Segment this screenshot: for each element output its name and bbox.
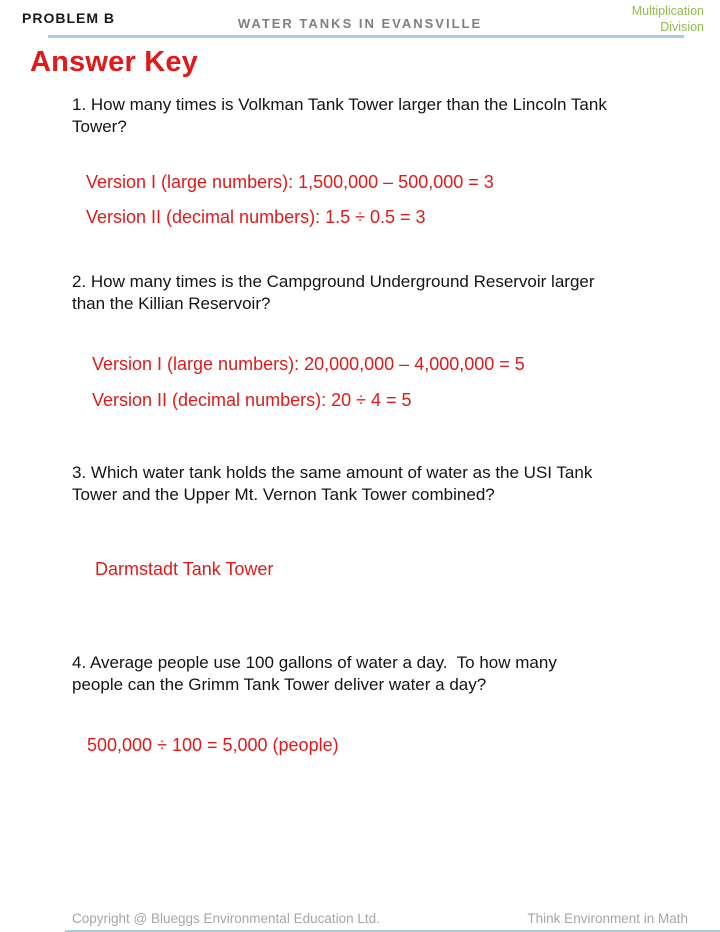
footer-tagline: Think Environment in Math: [527, 911, 688, 926]
problem-label: PROBLEM B: [22, 10, 115, 26]
question-2-answer-version-2: Version II (decimal numbers): 20 ÷ 4 = 5: [92, 390, 412, 410]
topic-division: Division: [660, 19, 704, 34]
question-4-answer: 500,000 ÷ 100 = 5,000 (people): [87, 735, 339, 755]
document-title: WATER TANKS IN EVANSVILLE: [237, 16, 483, 31]
question-2-answer-version-1: Version I (large numbers): 20,000,000 – 4,000,000 = 5: [92, 354, 525, 374]
question-1-answer-version-1: Version I (large numbers): 1,500,000 – 500,000 = 3: [86, 172, 494, 192]
topic-multiplication: Multiplication: [631, 4, 704, 18]
question-2-text: 2. How many times is the Campground Underground Reservoir larger than the Killian Reservoir?: [72, 272, 600, 313]
page-title: Answer Key: [30, 46, 199, 78]
question-1-text: 1. How many times is Volkman Tank Tower larger than the Lincoln Tank Tower?: [72, 95, 612, 136]
question-3-text: 3. Which water tank holds the same amount of water as the USI Tank Tower and the Upper Mt. Vernon Tank Tower combined?: [72, 463, 597, 504]
header-rule: [48, 35, 684, 38]
topic-labels: [632, 4, 704, 35]
footer-copyright: Copyright @ Blueggs Environmental Education Ltd.: [72, 911, 380, 926]
question-3-answer: Darmstadt Tank Tower: [95, 559, 274, 579]
question-4-text: 4. Average people use 100 gallons of water a day. To how many people can the Grimm Tank Tower deliver water a day?: [72, 653, 562, 694]
question-1-answer-version-2: Version II (decimal numbers): 1.5 ÷ 0.5 = 3: [86, 207, 426, 227]
